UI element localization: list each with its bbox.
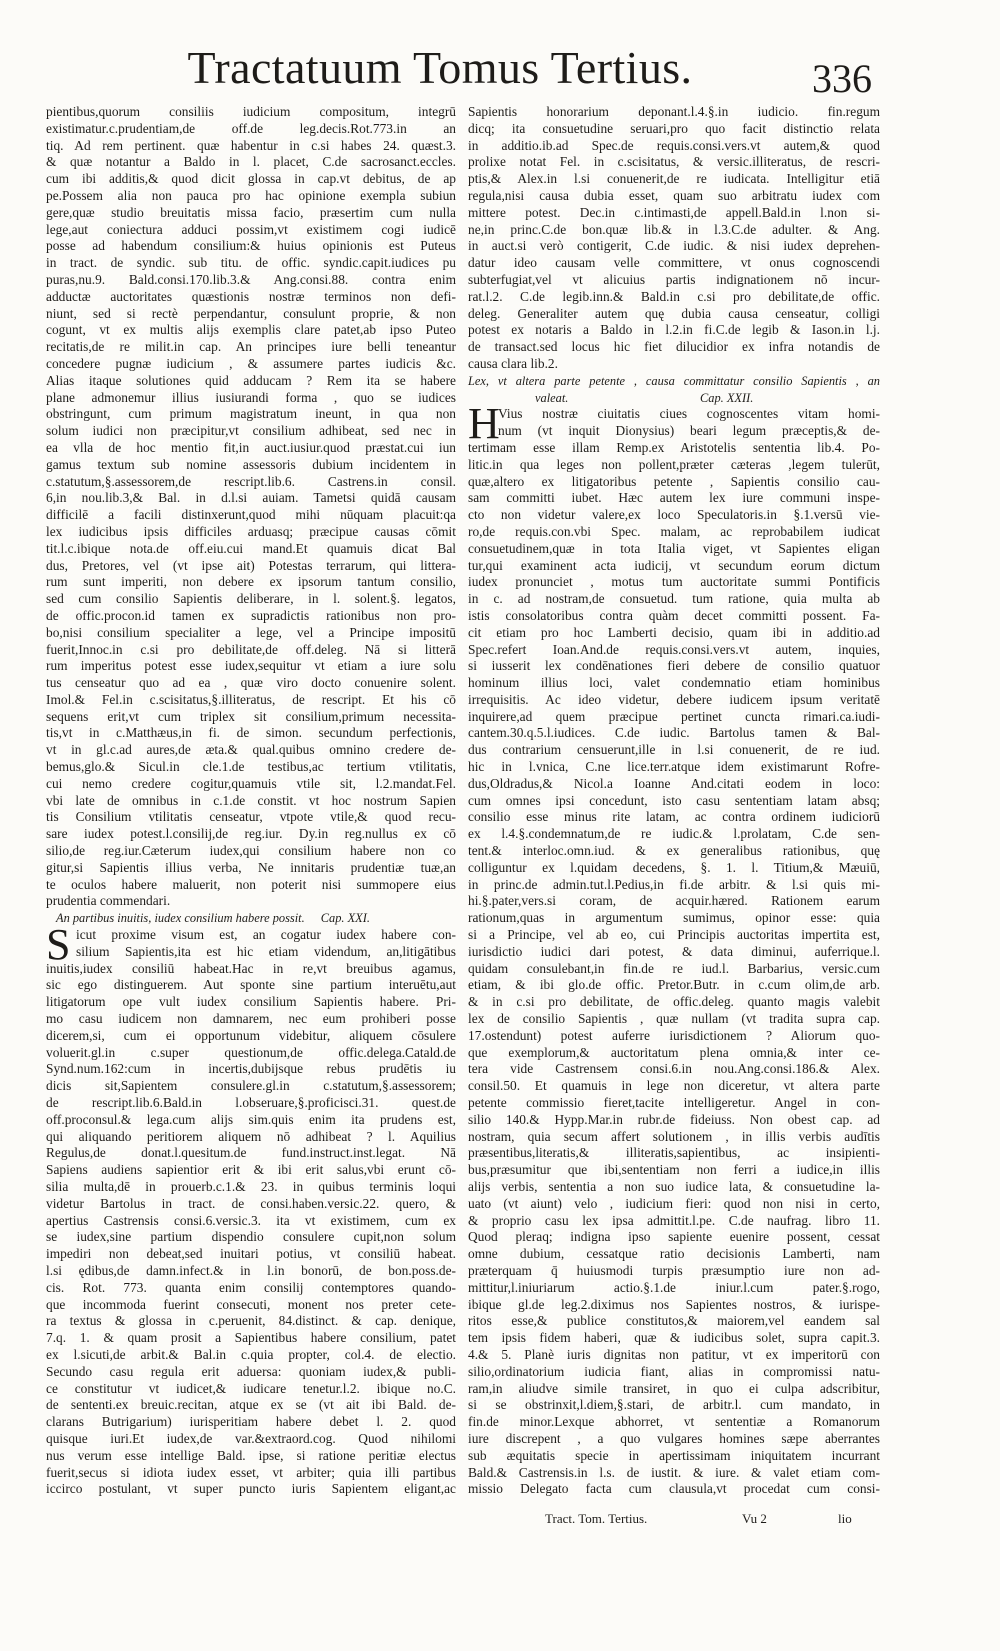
chapter-number: Cap. XXII. [700,390,754,405]
text-line: lege,aut coniectura adduci possim,vt existimem cogi iudicē [46,221,456,237]
text-line: ex l.sicuti,de arbit.& Bal.in c.quia propter, col.4. de electio. [46,1346,456,1362]
page-header-title: Tractatuum Tomus Tertius. [187,42,693,93]
text-line: hominum illius loci, valet condemnatio etiam hominibus [468,675,880,691]
text-line: silio,ordinatorium iudicia fiant, alias in compromissi natu- [468,1363,880,1379]
text-line: causa clara lib.2. [468,355,558,371]
left-column [46,104,456,1498]
text-line: mo casu iudicem non damnarem, nec eum prohiberi posse [46,1011,456,1027]
text-line: si iusserit lex condēnationes fieri debere de consilio quatuor [468,658,880,674]
text-line: alijs verbis, sententia a non suo iudice lata, & consuetudine la- [468,1179,880,1194]
text-line: Alias itaque solutiones quid adducam ? Rem ita se habere [46,372,456,388]
text-line: Regulus,de donat.l.quesitum.de fund.instruct.inst.legat. Nā [46,1145,456,1161]
text-line: Vius nostræ ciuitatis ciues cognoscentes vitam homi- [498,406,880,422]
text-line: silio 140.& Hypp.Mar.in rubr.de fideiuss. Non obest cap. ad [468,1111,880,1127]
text-line: ne,in princ.C.de bon.quæ lib.& in l.3.C.de adulter. & Ang. [468,221,880,237]
text-line: quæ,altero ex litigatoribus petente , Sapientis consilio cau- [468,473,880,489]
text-line: dicerem,si, cum ei opportunum videbitur, aliquem cōsulere [46,1027,456,1043]
text-line: etiam, & ibi glo.de offic. Pretor.Butr. in c.cum olim,de arb. [468,977,880,993]
text-line: prudentia commendari. [46,893,171,909]
text-line: cto non videtur valere,ex loco Speculatoris.in §.1.versū vie- [468,507,880,523]
text-line: de offic.procon.id tamen ex supradictis rationibus non pro- [46,607,456,623]
text-line: de sententi.ex breuic.recitan, atque ex se (vt ait ibi Bald. de- [46,1397,456,1413]
text-line: sic ego distinguerem. Aut sponte sine partium interuētu,aut [46,977,456,993]
text-line: sequens erit,vt cum triplex sit consilium,primum necessita- [46,708,456,724]
signature-mark: Vu 2 [742,1511,767,1526]
text-line: sub æquitatis specie in apertissimam iniquitatem incurrant [468,1447,880,1463]
text-line: subterfugiat,vel vt alicuius partis indignationem nō incur- [468,271,880,287]
text-line: tent.& interloc.omn.iud. & ex generalibus rationibus, quę [468,843,880,859]
text-line: niunt, sed si rectè perpendantur, consulunt proprie, & non [46,305,456,321]
text-line: que incommoda fuerint consecuti, monent nos preter cete- [46,1296,456,1312]
text-line: dicis sit,Sapientem consulere.gl.in c.statutum,§.assessorem; [46,1078,456,1094]
right-column [468,104,880,1498]
text-line: quisque iuri.Et iudex,de var.&extraord.cog. Quod nihilomi [46,1430,456,1446]
text-line: off.proconsul.& lega.cum alijs sim.quis enim ita prudens est, [46,1111,456,1127]
catchword: lio [838,1511,852,1526]
text-line: num (vt inquit Dionysius) beari legum præceptis,& de- [498,423,880,439]
text-line: c.statutum,§.assessorem,de rescript.lib.6. Castrens.in consil. [46,473,456,489]
text-line: litic.in qua leges non pollent,præter cæteras ,legem tulerūt, [468,456,880,472]
text-line: pientibus,quorum consiliis iudicium compositum, integrū [46,104,456,119]
text-line: de transact.sed locus hic fiet dilucidior ex infra notandis de [468,339,880,355]
text-line: & proprio casu lex ipsa admittit.l.pe. C.de naufrag. libro 11. [468,1212,880,1228]
text-line: lex iudicibus ipsis difficiles arduasq; præcipue causas cōmit [46,523,456,539]
text-line: sed cum consilio Sapientis deliberare, in l. solent.§. legatos, [46,591,456,607]
text-line: puras,nu.9. Bald.consi.170.lib.3.& Ang.consi.88. contra enim [46,271,456,287]
text-line: 7.q. 1. & quam prosit a Sapientibus habere consilium, patet [46,1330,456,1346]
text-line: bus,præsumitur que ibi,sententiam non ferri a iudice,in illis [468,1162,880,1178]
text-line: vbi late de omnibus in c.1.de constit. vt hoc nostrum Sapien [46,792,456,808]
text-line: fuerit,Innoc.in c.si pro debilitate,de off.deleg. Nā si litterā [46,641,456,657]
text-line: voluerit.gl.in c.super questionum,de offic.delega.Catald.de [46,1044,456,1060]
drop-cap: S [46,920,71,970]
text-line: tit.l.c.ibique nota.de off.eiu.cui mand.Et quamuis dicat Bal [46,540,456,556]
text-line: cantem.30.q.5.l.iudices. C.de iudic. Bartolus tamen & Bal- [468,725,880,741]
text-line: clarans Butrigarium) iurisperitiam habere debet l. 2. quod [46,1414,456,1430]
text-line: si a Principe, vel ab eo, cui Principis auctoritas impertita est, [468,927,880,943]
text-line: cit etiam pro hoc Lamberti decisio, quam ibi in additio.ad [468,624,880,640]
text-line: cogunt, vt ex multis alijs exemplis clare patet,ab ipso Puteo [46,322,456,338]
right-column-text-bottom [468,440,880,1498]
text-line: ro,de requis.con.vbi Spec. malam, ac reprobabilem iudicat [468,523,880,539]
text-line: bo,nisi consilium specialiter a lege, vel a Principe impositū [46,624,456,640]
text-line: cum omnes ipsi concedunt, isto casu sententiam latam absq; [468,792,880,808]
text-line: posse ad habendum consilium:& huius opinionis est Puteus [46,238,456,254]
chapter-title-end: valeat. [535,390,569,405]
text-line: ptis,& Alex.in l.si conuenerit,de re iudicata. Intelligitur etiā [468,171,880,187]
text-line: irrequisitis. Ac ideo videtur, debere iudicem ipsum veritatē [468,691,880,707]
text-line: adductæ auctoritates quæstionis nostræ terminos non defi- [46,288,456,304]
text-line: iudex pronunciet , motus tum auctoritate summi Pontificis [468,574,880,590]
text-line: inquirere,ad quem præcipue pertinet cuncta rimari.ca.iudi- [468,708,880,724]
text-line: dus contrarium censuerunt,ille in l.si conuenerit, de re iud. [468,742,880,758]
text-line: icut proxime visum est, an cogatur iudex habere con- [76,927,456,943]
text-line: omne dubium, cessatque ratio decisionis Lamberti, nam [468,1246,880,1262]
text-line: regula,nisi causa dubia esset, quam suo arbitratu iudex com [468,187,880,203]
text-line: & in c.si pro debilitate, de offic.deleg. quanto magis valebit [468,994,880,1010]
text-line: si se obstrinxit,l.diem,§.stari, de arbitr.l. cum mandato, in [468,1397,880,1413]
text-line: videtur Bartolus in tract. de consi.haben.versic.22. quero, & [46,1195,456,1211]
text-line: potest ex notaris a Baldo in l.2.in fi.C.de legib & Iason.in l.j. [468,322,880,338]
text-line: existimatur.c.prudentiam,de off.de leg.decis.Rot.773.in an [46,120,456,136]
text-line: 17.ostendunt) potest auferre iurisdictionem ? Aliorum quo- [468,1027,880,1043]
text-line: cui nemo credere cogitur,quamuis vtile sit, l.2.mandat.Fel. [46,775,456,791]
text-line: difficilē a facili distinxerunt,quod mihi nūquam placuit:qa [46,507,456,523]
text-line: cis. Rot. 773. quanta enim consilij contemptores quando- [46,1279,456,1295]
text-line: Imol.& Fel.in c.scisitatus,§.illiteratus, de rescript. Et his cō [46,691,456,707]
text-line: fin.de minor.Lexque abhorret, vt sententiæ a Romanorum [468,1414,880,1430]
text-line: in auct.si verò contigerit, C.de iudic. & nisi iudex deprehen- [468,238,880,254]
text-line: silium Sapientis,ita est hic etiam videndum, an,litigātibus [76,943,456,959]
text-line: gere,quæ studio breuitatis missa facio, præsertim cum nulla [46,204,456,220]
text-line: ea vlla de hoc mentio fit,in auct.iusiur.quod præstat.cui iun [46,439,456,455]
text-line: fuerit,secus si idiota iudex esset, vt arbiter; quia illi partibus [46,1464,456,1480]
text-line: obstringunt, cum primum magistratum ineunt, in qua non [46,406,456,422]
chapter-heading: Lex, vt altera parte petente , causa committatur consilio Sapientis , an [468,373,880,388]
text-line: pe.Possem alia non pauca pro hac opinione exempla subiun [46,187,456,203]
chapter-title: An partibus inuitis, iudex consilium habere possit. [56,911,305,926]
text-line: gitur,si Sapientis illius verba, Ne innitaris prudentiæ tuæ,an [46,859,456,875]
text-line: vt in gl.c.ad aures,de æta.& qual.quibus omnino credere de- [46,742,456,758]
text-line: ram,in aliudve simile transiret, in quo ei culpa adscribitur, [468,1380,880,1396]
text-line: sare iudex potest.l.consilij,de reg.iur. Dy.in reg.nullus ex cō [46,826,456,842]
text-line: tiq. Ad rem pertinent. quæ habentur in c.si habes 24. quæst.3. [46,137,456,153]
text-line: recitatis,de re milit.in cap. An principes iure belli teneantur [46,339,456,355]
text-line: in c. ad nostram,de consuetud. tum ratione, quia multa ab [468,591,880,607]
text-line: Bald.& Castrensis.in l.s. de iustit. & iure. & valet etiam com- [468,1464,880,1480]
text-line: plane admonemur illius iusiurandi forma , quo se iudices [46,389,456,405]
text-line: ibique gl.de leg.2.diximus nos Sapientes nostros, & iurispe- [468,1296,880,1312]
text-line: consuetudinem,quæ in tota Italia viget, vt Sapientes eligan [468,540,880,556]
text-line: Secundo casu regula erit aduersa: quoniam iudex,& publi- [46,1363,456,1379]
text-line: cum ibi additis,& quod dicit glossa in cap.vt debitus, de ap [46,171,456,187]
text-line: lex de consilio Sapientis , quæ nullam (vt tradita supra cap. [468,1011,880,1027]
text-line: qui aliquando peritiorem aliquem nō adhibeat ? l. Aquilius [46,1128,456,1144]
drop-cap: H [468,399,500,449]
text-line: rationum,quas in argumentum sumimus, opinor esse: quia [468,910,880,926]
text-line: mittitur,l.iniuriarum actio.§.1.de iniur.l.cum pater.§.rogo, [468,1279,880,1295]
page-number: 336 [812,56,872,101]
text-line: uato (vt aiunt) velo , iudicium fieri: quod non nisi in certo, [468,1195,880,1211]
text-line: ce constitutur vt iudicet,& iudicare tenetur.l.2. ibique no.C. [46,1380,456,1396]
text-line: litigatorum ope vult iudex consilium Sapientis habere. Pri- [46,994,456,1010]
left-column-text-top [46,104,456,910]
text-line: ritos esse,& publice constitutos,& maiorem,vel eandem sal [468,1313,880,1329]
text-line: colliguntur ex l.quidam decedens, §. 1. l. Titium,& Mæuiū, [468,859,880,875]
text-line: rat.l.2. C.de legib.inn.& Bald.in c.si pro debilitate,de offic. [468,288,880,304]
text-line: præterquam q̄ huiusmodi turpis præsumptio iure non ad- [468,1262,880,1278]
text-line: iure discrepent , a quo vulgares homines sæpe aberrantes [468,1430,880,1446]
text-line: tur,qui examinent acta iudicij, vt secundum eorum dictum [468,557,880,573]
text-line: Quod pleraq; indigna ipso sapiente euenire possent, cessat [468,1229,880,1245]
text-line: silia multa,dē in prouerb.c.1.& 23. in quibus terminis loqui [46,1179,456,1194]
text-line: apertius Castrensis consi.6.versic.3. ita vt existimem, cum ex [46,1212,456,1228]
text-line: ra textus & glossa in c.peruenit, 84.distinct. & cap. denique, [46,1313,456,1329]
chapter-number: Cap. XXI. [320,911,370,926]
text-line: silio,de reg.iur.Cæterum iudex,qui consilium habere non co [46,843,456,859]
text-line: & quæ notantur a Baldo in l. placet, C.de sacrosanct.eccles. [46,154,456,170]
text-line: tera vide Castrensem consi.6.in nou.Ang.consi.186.& Alex. [468,1061,880,1077]
text-line: rum sunt imperiti, non debere ex ipsorum tantum consilio, [46,574,456,590]
text-line: nus verum esse intellige Bald. ipse, si ratione peritiæ electus [46,1447,456,1463]
text-line: tis Consilium vtilitatis censeatur, vtpote vtile,& quod recu- [46,809,456,825]
text-line: bemus,glo.& Sicul.in cle.1.de testibus,ac tertium vtilitatis, [46,759,456,775]
text-line: dicq; ita consuetudine seruari,pro quo facit distinctio relata [468,120,880,136]
text-line: iurisdictio iudici dari potest, & data diminui, auferrique.l. [468,943,880,959]
text-line: datur ideo causam velle committere, vt onus cognoscendi [468,255,880,271]
text-line: petente commissio fieret,tacite intelligeretur. Angel in con- [468,1095,880,1111]
text-line: deleg. Generaliter autem quę dubia causa censeatur, colligi [468,305,880,321]
text-line: in additio.ib.ad Spec.de requis.consi.vers.vt autem,& quod [468,137,880,153]
text-line: quidam consulebant,in fin.de re iud.l. Barbarius, versic.cum [468,960,880,976]
text-line: nostram, quia secum affert solutionem , in illis verbis audītis [468,1128,880,1144]
text-line: in princ.de admin.tut.l.Pedius,in fi.de arbitr. & l.si quis mi- [468,876,880,892]
text-line: Synd.num.162:cum in incertis,dubijsque rebus prudētis iu [46,1061,456,1077]
text-line: prolixe notat Fel. in c.scisitatus, & versic.illiteratus, de rescri- [468,154,880,170]
text-line: l.si ędibus,de damn.infect.& in l.in bonorū, de bon.poss.de- [46,1262,456,1278]
text-line: tertimam esse illam Remp.ex Aristotelis sententia lib.4. Po- [468,439,880,455]
text-line: consil.50. Et quamuis in lege non diceretur, vt altera parte [468,1078,880,1094]
text-line: in tract. de syndic. sub titu. de offic. syndic.capit.iudices pu [46,255,456,271]
text-line: Sapientis honorarium deponant.l.4.§.in iudicio. fin.regum [468,104,880,119]
text-line: ex l.4.§.condemnatum,de re iudic.& l.prolatam, C.de sen- [468,826,880,842]
text-line: mittere potest. Dec.in c.intimasti,de appell.Bald.in l.non si- [468,204,880,220]
text-line: impediri non debeat,sed inuitari potius, vt consiliū habeat. [46,1246,456,1262]
chapter-heading [46,910,456,927]
text-line: solum iudici non præcipitur,vt consilium adhibeat, sed nec in [46,423,456,439]
text-line: concedere pugnæ iudicium , & assumere partes iudicis &c. [46,355,456,371]
text-line: hi.§.pater,vers.si coram, de acquir.hæred. Rationem earum [468,893,880,909]
text-line: 4.& 5. Planè iuris dignitas non patitur, vt ex imperitorū con [468,1346,880,1362]
text-line: missio Delegato facta cum clausula,vt procedat cum consi- [468,1481,880,1497]
text-line: istis consolatoribus contra quàm decet committi possent. Fa- [468,607,880,623]
chapter-heading-continuation [468,390,880,407]
text-line: consilio esse minus rite latam, ac contra ordinem iudiciorū [468,809,880,825]
text-line: tem ipsis fidem haberi, quæ & iudicibus solet, supra capit.3. [468,1330,880,1346]
text-line: rum imperitus potest esse iudex,sequitur vt etiam a iure solu [46,658,456,674]
right-column-text-top [468,104,880,373]
text-line: tis,vt in c.Matthæus,in fi. de simon. secundum perfectionis, [46,725,456,741]
text-line: de rescript.lib.6.Bald.in l.obseruare,§.proficisci.31. quest.de [46,1095,456,1111]
text-line: iccirco postulant, vt super puncto iuris Sapientem eligant,ac [46,1481,456,1497]
text-line: Sapiens audiens sapientior erit & ibi erit salus,vbi erunt cō- [46,1162,456,1178]
text-line: 6,in nou.lib.3,& Bal. in d.l.si auiam. Tametsi quidā causam [46,490,456,506]
text-line: te oculos habere maluerit, non poterit nisi summopere eius [46,876,456,892]
text-line: dus, Pretores, vel (vt ipse ait) Potestas terrarum, qui littera- [46,557,456,573]
text-line: se iudex,sine partium dispendio consulere cupit,non solum [46,1229,456,1245]
text-line: præsentibus,literatis,& illiteratis,sapientibus, ac insipienti- [468,1145,880,1161]
text-line: inuitis,iudex consiliū habeat.Hac in re,vt breuibus agamus, [46,960,456,976]
text-line: tus censeatur quo ad ea , quæ viro docto conuenire solent. [46,675,456,691]
text-line: Spec.refert Ioan.And.de requis.consi.vers.vt autem, inquies, [468,641,880,657]
text-line: gamus textum sub nomine assessoris dubium incidentem in [46,456,456,472]
text-line: dus,Oldradus,& Nicol.a Ioanne And.citati eodem in loco: [468,775,880,791]
text-line: que exemplorum,& auctoritatum plena omnia,& inter ce- [468,1044,880,1060]
text-line: sam committi iubet. Hæc autem lex iure communi inspe- [468,490,880,506]
text-line: hic in l.vnica, C.ne lice.terr.atque idem existimarunt Rofre- [468,759,880,775]
left-column-text-bottom [46,961,456,1499]
running-title: Tract. Tom. Tertius. [545,1511,648,1526]
